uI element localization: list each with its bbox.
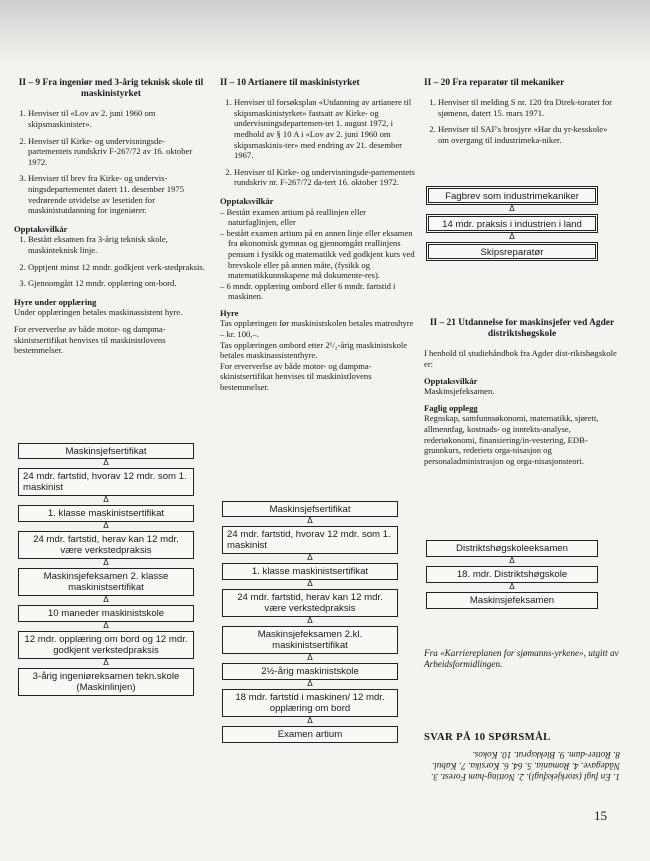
paragraph: I henhold til studiehåndbok fra Agder dist-riktshøgskole er: [424,348,617,369]
arrow-icon: Δ [509,204,515,213]
section-heading: II – 9 Fra ingeniør med 3-årig teknisk skole til maskinistyrket [18,78,204,100]
flow-box: Maskinsjefeksamen [426,592,598,609]
page-header-band [0,0,650,64]
flow-box: Examen artium [222,726,398,743]
subheading: Opptaksvilkår [424,375,478,386]
flow-box: 24 mdr. fartstid, herav kan 12 mdr. være verkstedpraksis [18,531,194,559]
arrow-icon: Δ [103,458,109,467]
flow-box: Maskinsjefsertifikat [18,443,194,459]
flow-box: 24 mdr. fartstid, herav kan 12 mdr. være verkstedpraksis [222,589,398,617]
list-item: 2. Opptjent minst 12 mndr. godkjent verk-stedpraksis. [28,262,208,273]
flow-box: 24 mdr. fartstid, hvorav 12 mdr. som 1. maskinist [18,468,194,496]
section-heading: II – 10 Artianere til maskinistyrket [220,78,360,88]
list-item: 2. Henviser til Kirke- og undervisningsde-partementets rundskriv F-267/72 av 16. oktober 1972. [28,136,208,168]
paragraph: Maskinsjefeksamen. [424,386,495,397]
arrow-icon: Δ [509,232,515,241]
list-item: 1. Henviser til «Lov av 2. juni 1960 om skipsmaskinister». [28,108,208,129]
flow-box: 24 mdr. fartstid, hvorav 12 mdr. som 1. maskinist [222,526,398,554]
list-item: 2. Henviser til Kirke- og undervisningsde-partementets rundskriv nr. F-267/72 da-tert 16. oktober 1972. [234,167,415,188]
column-2 [220,78,415,393]
flowchart-3 [426,186,598,261]
source-note: Fra «Karriereplanen for sjømanns-yrkene», utgitt av Arbeidsformidlingen. [424,648,619,669]
arrow-icon: Δ [307,616,313,625]
flow-box: Maskinsjefeksamen 2. klasse maskinistsertifikat [18,568,194,596]
subheading: Hyre [220,307,239,318]
section-heading: II – 21 Utdannelse for maskinsjefer ved Agder distriktshøgskole [429,318,615,340]
flow-box: Maskinsjefsertifikat [222,501,398,517]
arrow-icon: Δ [103,621,109,630]
column-3-lower [424,318,620,472]
list-item: 3. Henviser til brev fra Kirke- og undervis-ningsdepartementet datert 11. desember 1975 vedrørende utvidelse av lesetiden for maskinistutdanning for ingeniører. [28,173,208,215]
paragraph: Under opplæringen betales maskinassistent hyre. [14,307,183,318]
flow-box: 3-årig ingeniøreksamen tekn.skole (Maskinlinjen) [18,668,194,696]
reference-list [424,97,620,145]
flow-box: 18 mdr. fartstid i maskinen/ 12 mdr. opplæring om bord [222,689,398,717]
column-3 [424,78,620,154]
reference-list [220,97,415,188]
subheading: Faglig opplegg [424,402,478,413]
flow-box: 14 mdr. praksis i industrien i land [426,214,598,233]
flow-box: Fagbrev som industrimekaniker [426,186,598,205]
flow-box: 12 mdr. opplæring om bord og 12 mdr. godkjent verkstedpraksis [18,631,194,659]
arrow-icon: Δ [307,516,313,525]
answers-text: 1. En fugl (storkjeksfugl). 2. Notting-ham Forest. 3. Nådegave. 4. Romania. 5. 64. 6. Korsika. 7. Kabul. 8. Rotter-dam. 9. Blekksprut. 10. Kokos. [430,750,620,782]
flow-box: Distriktshøgskoleeksamen [426,540,598,557]
flow-box: 2½-årig maskinistskole [222,663,398,680]
list-item: 3. Gjennomgått 12 mndr. opplæring om-bord. [28,278,208,289]
arrow-icon: Δ [509,556,515,565]
subheading: Hyre under opplæring [14,296,97,307]
arrow-icon: Δ [307,679,313,688]
flow-box: 1. klasse maskinistsertifikat [18,505,194,522]
list-item: 1. Bestått eksamen fra 3-årig teknisk skole, maskinteknisk linje. [28,234,208,255]
arrow-icon: Δ [103,595,109,604]
flow-box: Maskinsjefeksamen 2.kl. maskinistsertifikat [222,626,398,654]
flowchart-2 [222,501,398,743]
arrow-icon: Δ [307,553,313,562]
flow-box: 10 maneder maskinistskole [18,605,194,622]
list-item: – bestått examen artium på en annen linje eller eksamen fra økonomisk gymnas og gjennomgått reallinjens pensum i fysikk og matematikk ved godkjent kurs ved brevskole eller på annen måte, (fysikk og matematikkunnskapene må dokumente-res). [228,228,415,281]
arrow-icon: Δ [509,582,515,591]
column-1 [14,78,208,362]
requirement-list [14,234,208,288]
arrow-icon: Δ [307,579,313,588]
list-item: 1. Henviser til melding S nr. 120 fra Direk-toratet for sjømenn, datert 15. mars 1971. [438,97,620,118]
section-heading: II – 20 Fra reparatør til mekaniker [424,78,565,88]
flowchart-1 [18,443,194,696]
arrow-icon: Δ [103,658,109,667]
page-number: 15 [594,808,607,823]
arrow-icon: Δ [103,558,109,567]
arrow-icon: Δ [307,716,313,725]
requirement-list [220,207,415,302]
paragraph: Tas opplæringen før maskinistskolen betales matroshyre – kr. 100,–. [220,318,414,340]
subheading: Opptaksvilkår [220,195,274,206]
paragraph: For erververlse av både motor- og dampma-skinistsertifikat henvises til maskinistlovens bestemmelser. [220,360,372,393]
answers-box [424,732,620,782]
list-item: 1. Henviser til forsøksplan «Utdanning av artianere til skipsmaskinistyrket» fastsatt av Kirke- og undervisningsdepartemen-tet 1. august 1972, i medhold av § 10 A i «Lov av 2. juni 1960 om skipsmaskinis-ter» med endring av 21. desember 1967. [234,97,415,161]
paragraph: Regnskap, samfunnsøkonomi, matematikk, sjørett, allmennfag, kostnads- og inntekts-analyse, rederiøkonomi, finansiering/in-vestering, EDB-grunnkurs, rederiets orga-nisasjon og personaladministrasjon og orga-nisasjonsteori. [424,413,599,466]
list-item: – 6 mndr. opplæring ombord eller 6 mndr. fartstid i maskinen. [228,281,415,302]
flow-box: Skipsreparatør [426,242,598,261]
answers-heading: SVAR PÅ 10 SPØRSMÅL [424,732,551,743]
subheading: Opptaksvilkår [14,223,68,234]
arrow-icon: Δ [103,521,109,530]
paragraph: Tas opplæringen ombord etter 2¹/₂-årig maskinistskole betales maskinassistenthyre. [220,339,408,361]
list-item: 2. Henviser til SAF's brosjyre «Har du yr-kesskole» om overgang til industrimeka-niker. [438,124,620,145]
flow-box: 1. klasse maskinistsertifikat [222,563,398,580]
arrow-icon: Δ [103,495,109,504]
reference-list [14,108,208,215]
paragraph: For erververlse av både motor- og dampma-skinistsertifikat henvises til maskinistlovens bestemmelser. [14,323,166,356]
list-item: – Bestått examen artium på reallinjen eller naturfaglinjen, eller [228,207,415,228]
flowchart-4 [426,540,598,609]
flow-box: 18. mdr. Distriktshøgskole [426,566,598,583]
arrow-icon: Δ [307,653,313,662]
